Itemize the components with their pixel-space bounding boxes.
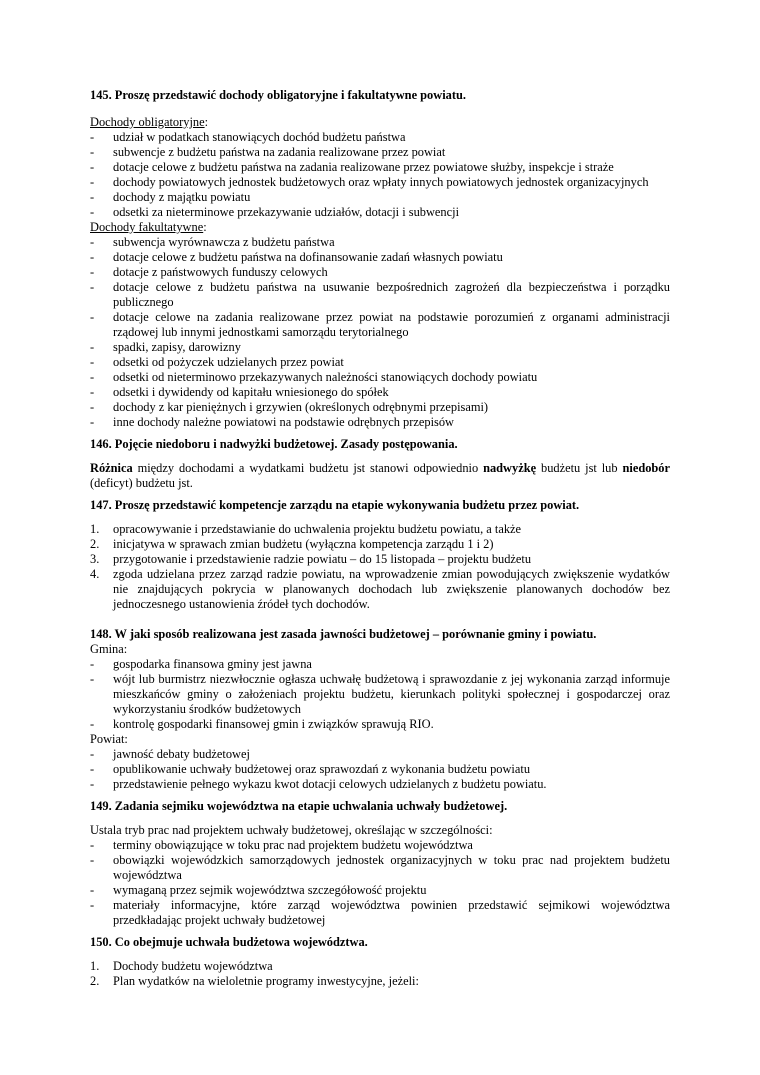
list-item	[90, 160, 670, 175]
list-item-text: jawność debaty budżetowej	[113, 747, 250, 761]
list-item-text: inicjatywa w sprawach zmian budżetu (wyłączna kompetencja zarządu 1 i 2)	[113, 537, 494, 551]
dash-marker: -	[90, 190, 95, 204]
paragraph-text: między dochodami a wydatkami budżetu jst stanowi odpowiednio	[132, 461, 484, 475]
list-item	[90, 235, 670, 250]
dash-marker: -	[90, 385, 95, 399]
bold-term: niedobór	[622, 461, 670, 475]
optional-income-label-text: Dochody fakultatywne	[90, 220, 204, 234]
section-149-heading: 149. Zadania sejmiku województwa na etapie uchwalania uchwały budżetowej.	[90, 799, 508, 813]
powiat-list	[90, 747, 670, 792]
list-item	[90, 145, 670, 160]
dash-marker: -	[90, 747, 95, 761]
list-item-text: wymaganą przez sejmik województwa szczegółowość projektu	[113, 883, 427, 897]
list-item-text: kontrolę gospodarki finansowej gmin i związków sprawują RIO.	[113, 717, 434, 731]
list-item	[90, 385, 670, 400]
dash-marker: -	[90, 310, 95, 324]
list-item	[90, 974, 670, 989]
list-item-text: dotacje celowe z budżetu państwa na dofinansowanie zadań własnych powiatu	[113, 250, 503, 264]
list-item-text: dotacje celowe na zadania realizowane przez powiat na podstawie porozumień z organami administracji rządowej lub innymi jednostkami samorządu terytorialnego	[113, 310, 670, 339]
list-item	[90, 310, 670, 340]
dash-marker: -	[90, 657, 95, 671]
dash-marker: -	[90, 130, 95, 144]
list-item	[90, 537, 670, 552]
bold-term: nadwyżkę	[483, 461, 537, 475]
colon: :	[203, 220, 207, 234]
section-150-heading: 150. Co obejmuje uchwała budżetowa województwa.	[90, 935, 368, 949]
list-item-text: odsetki i dywidendy od kapitału wniesionego do spółek	[113, 385, 389, 399]
dash-marker: -	[90, 250, 95, 264]
list-item-text: wójt lub burmistrz niezwłocznie ogłasza uchwałę budżetową i sprawozdanie z jej wykonania zarząd informuje mieszkańców gminy o założeniach projektu budżetu, kierunkach polityki społecznej i gospodarczej oraz wykorzystaniu środków budżetowych	[113, 672, 670, 716]
bold-term: Różnica	[90, 461, 133, 475]
section-148-heading: 148. W jaki sposób realizowana jest zasada jawności budżetowej – porównanie gminy i powiatu.	[90, 627, 597, 641]
list-item-text: gospodarka finansowa gminy jest jawna	[113, 657, 312, 671]
dash-marker: -	[90, 340, 95, 354]
list-item	[90, 898, 670, 928]
list-item	[90, 883, 670, 898]
dash-marker: -	[90, 265, 95, 279]
list-item	[90, 205, 670, 220]
list-item-text: materiały informacyjne, które zarząd województwa powinien przedstawić sejmikowi województwa przedkładając projekt uchwały budżetowej	[113, 898, 670, 927]
dash-marker: -	[90, 672, 95, 686]
obligatory-income-list	[90, 130, 670, 220]
dash-marker: -	[90, 838, 95, 852]
dash-marker: -	[90, 883, 95, 897]
list-item	[90, 959, 670, 974]
list-item-text: odsetki od nieterminowo przekazywanych należności stanowiących dochody powiatu	[113, 370, 538, 384]
dash-marker: -	[90, 762, 95, 776]
list-item	[90, 747, 670, 762]
optional-income-label	[90, 220, 670, 235]
list-item-text: przygotowanie i przedstawienie radzie powiatu – do 15 listopada – projektu budżetu	[113, 552, 532, 566]
list-item	[90, 522, 670, 537]
dash-marker: -	[90, 355, 95, 369]
list-item	[90, 415, 670, 430]
list-item	[90, 265, 670, 280]
list-item-text: odsetki za nieterminowe przekazywanie udziałów, dotacji i subwencji	[113, 205, 460, 219]
dash-marker: -	[90, 717, 95, 731]
list-item	[90, 672, 670, 717]
paragraph-text: (deficyt) budżetu jst.	[90, 476, 193, 490]
list-item	[90, 762, 670, 777]
colon: :	[204, 115, 209, 129]
list-item-text: dochody powiatowych jednostek budżetowych oraz wpłaty innych powiatowych jednostek organizacyjnych	[113, 175, 649, 189]
list-item-text: dotacje z państwowych funduszy celowych	[113, 265, 328, 279]
number-marker: 1.	[90, 522, 100, 536]
dash-marker: -	[90, 415, 95, 429]
list-item-text: obowiązki wojewódzkich samorządowych jednostek organizacyjnych w toku prac nad projektem budżetu województwa	[113, 853, 670, 882]
list-item-text: subwencje z budżetu państwa na zadania realizowane przez powiat	[113, 145, 446, 159]
dash-marker: -	[90, 160, 95, 174]
list-item-text: dotacje celowe z budżetu państwa na zadania realizowane przez powiatowe służby, inspekcje i straże	[113, 160, 614, 174]
list-item	[90, 717, 670, 732]
list-item	[90, 838, 670, 853]
section-149-list	[90, 838, 670, 928]
list-item-text: inne dochody należne powiatowi na podstawie odrębnych przepisów	[113, 415, 454, 429]
list-item-text: przedstawienie pełnego wykazu kwot dotacji celowych udzielanych z budżetu powiatu.	[113, 777, 547, 791]
list-item-text: opublikowanie uchwały budżetowej oraz sprawozdań z wykonania budżetu powiatu	[113, 762, 531, 776]
number-marker: 2.	[90, 974, 100, 988]
optional-income-list	[90, 235, 670, 430]
dash-marker: -	[90, 145, 95, 159]
dash-marker: -	[90, 280, 95, 294]
dash-marker: -	[90, 777, 95, 791]
list-item	[90, 370, 670, 385]
gmina-list	[90, 657, 670, 732]
list-item	[90, 130, 670, 145]
list-item-text: dochody z kar pieniężnych i grzywien (określonych odrębnymi przepisami)	[113, 400, 489, 414]
dash-marker: -	[90, 175, 95, 189]
list-item	[90, 552, 670, 567]
section-149-intro: Ustala tryb prac nad projektem uchwały budżetowej, określając w szczególności:	[90, 823, 493, 837]
list-item-text: Plan wydatków na wieloletnie programy inwestycyjne, jeżeli:	[113, 974, 419, 988]
list-item-text: dotacje celowe z budżetu państwa na usuwanie bezpośrednich zagrożeń dla bezpieczeństwa i porządku publicznego	[113, 280, 670, 309]
list-item	[90, 175, 670, 190]
dash-marker: -	[90, 235, 95, 249]
section-147-list	[90, 522, 670, 612]
dash-marker: -	[90, 370, 95, 384]
list-item	[90, 280, 670, 310]
dash-marker: -	[90, 205, 95, 219]
dash-marker: -	[90, 400, 95, 414]
number-marker: 1.	[90, 959, 100, 973]
number-marker: 2.	[90, 537, 100, 551]
section-147-heading: 147. Proszę przedstawić kompetencje zarządu na etapie wykonywania budżetu przez powiat.	[90, 498, 580, 512]
document-page	[90, 88, 670, 989]
list-item-text: Dochody budżetu województwa	[113, 959, 273, 973]
paragraph-text: budżetu jst lub	[536, 461, 623, 475]
gmina-label: Gmina:	[90, 642, 128, 656]
list-item-text: subwencja wyrównawcza z budżetu państwa	[113, 235, 335, 249]
obligatory-income-label	[90, 115, 670, 130]
dash-marker: -	[90, 898, 95, 912]
list-item-text: opracowywanie i przedstawianie do uchwalenia projektu budżetu powiatu, a także	[113, 522, 522, 536]
list-item-text: spadki, zapisy, darowizny	[113, 340, 241, 354]
list-item	[90, 567, 670, 612]
list-item	[90, 853, 670, 883]
list-item-text: terminy obowiązujące w toku prac nad projektem budżetu województwa	[113, 838, 473, 852]
list-item	[90, 190, 670, 205]
list-item-text: odsetki od pożyczek udzielanych przez powiat	[113, 355, 344, 369]
list-item	[90, 400, 670, 415]
section-146-paragraph	[90, 461, 670, 491]
list-item	[90, 250, 670, 265]
number-marker: 4.	[90, 567, 100, 581]
list-item-text: udział w podatkach stanowiących dochód budżetu państwa	[113, 130, 406, 144]
number-marker: 3.	[90, 552, 100, 566]
section-145-heading: 145. Proszę przedstawić dochody obligatoryjne i fakultatywne powiatu.	[90, 88, 466, 102]
powiat-label: Powiat:	[90, 732, 128, 746]
obligatory-income-label-text: Dochody obligatoryjne	[90, 115, 205, 129]
list-item	[90, 777, 670, 792]
list-item	[90, 355, 670, 370]
list-item-text: dochody z majątku powiatu	[113, 190, 251, 204]
dash-marker: -	[90, 853, 95, 867]
section-150-list	[90, 959, 670, 989]
list-item-text: zgoda udzielana przez zarząd radzie powiatu, na wprowadzenie zmian powodujących zwiększenie wydatków nie znajdujących pokrycia w planowanych dochodach lub zwiększenie planowanych dochodów bez jednoczesnego ustanowienia źródeł tych dochodów.	[113, 567, 670, 611]
section-146-heading: 146. Pojęcie niedoboru i nadwyżki budżetowej. Zasady postępowania.	[90, 437, 458, 451]
list-item	[90, 657, 670, 672]
list-item	[90, 340, 670, 355]
